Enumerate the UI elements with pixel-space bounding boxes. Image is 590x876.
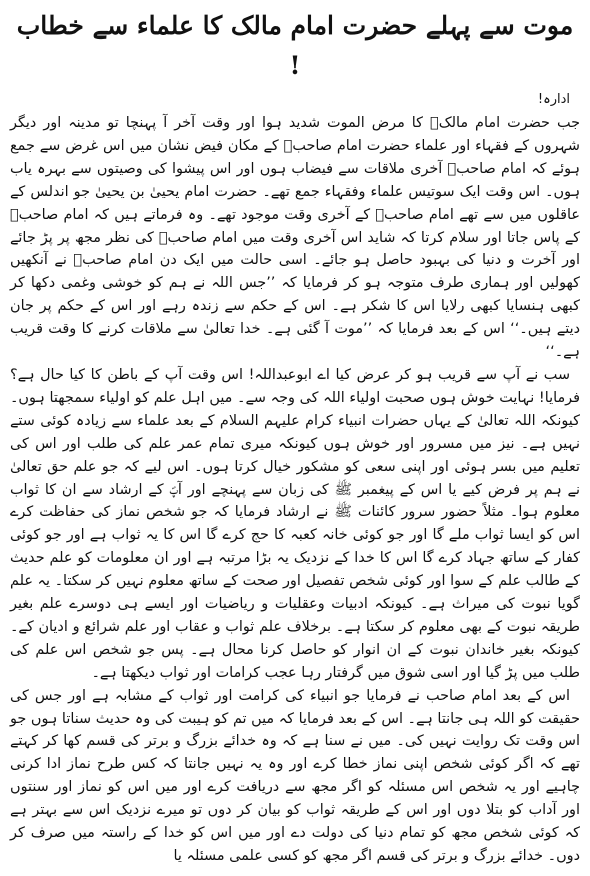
paragraph-1: جب حضرت امام مالکؒ کا مرض الموت شدید ہوا اور وقت آخر آ پہنچا تو مدینہ اور دیگر شہروں کے فقہاء اور علماء حضرت امام صاحبؒ کے مکان فیض نشان میں اس غرض سے جمع ہوئے کہ امام صاحبؒ آخری ملاقات سے فیضاب ہوں اور اس پیشوا کی وصیتوں سے بہرہ یاب ہوں۔ اس وقت ایک سوتیس علماء وفقہاء جمع تھے۔ حضرت امام یحییٰ بن یحییٰ جو اندلس کے عاقلوں میں سے تھے امام صاحبؒ کے آخری وقت موجود تھے۔ وہ فرماتے ہیں کہ امام صاحبؒ کے پاس جاتا اور سلام کرتا کہ شاید اس آخری وقت میں امام صاحبؒ کی نظر مجھ پر پڑ جائے اور آخرت و دنیا کی بہبود حاصل ہو جائے۔ اسی حالت میں ایک دن امام صاحبؒ نے آنکھیں کھولیں اور ہماری طرف متوجہ ہو کر فرمایا کہ ’’جس اللہ نے ہم کو خوشی وغمی دکھا کر کبھی ہنسایا کبھی رلایا اس کا شکر ہے۔ اس کے حکم سے زندہ رہے اور اس کے حکم پر جان دیتے ہیں۔‘‘ اس کے بعد فرمایا کہ ’’موت آ گئی ہے۔ خدا تعالیٰ سے ملاقات کرنے کا وقت قریب ہے۔‘‘ bbox=[10, 115, 580, 361]
article-page bbox=[10, 6, 580, 870]
article-title: موت سے پہلے حضرت امام مالک کا علماء سے خطاب ! bbox=[16, 11, 574, 80]
paragraph-3: اس کے بعد امام صاحب نے فرمایا جو انبیاء کی کرامت اور ثواب کے مشابہ ہے اور جس کی حقیقت کو اللہ ہی جانتا ہے۔ اس کے بعد فرمایا کہ میں تم کو ہیبت کی وہ حدیث سناتا ہوں جو اس وقت تک روایت نہیں کی۔ میں نے سنا ہے کہ وہ خدائے بزرگ و برتر کی قسم کھا کر کہتے تھے کہ اگر کوئی شخص اپنی نماز خطا کرے اور وہ یہ نہیں جانتا کہ کس طرح نماز ادا کرنی چاہیے اور یہ شخص اس مسئلہ کو اگر مجھ سے دریافت کرے اور میں اس کو نماز اور سنتوں اور آداب کو بتلا دوں اور اس کے طریقہ ثواب کو بیان کر دوں تو میرے نزدیک اس سے بہتر ہے کہ کوئی شخص مجھ کو تمام دنیا کی دولت دے اور میں اس کو خدا کے راستہ میں صرف کر دوں۔ خدائے بزرگ و برتر کی قسم اگر مجھ کو کسی علمی مسئلہ یا bbox=[10, 687, 580, 864]
author-name: ادارہ bbox=[543, 92, 570, 107]
paragraph-2: سب نے آپ سے قریب ہو کر عرض کیا اے ابوعبداللہ! اس وقت آپ کے باطن کا کیا حال ہے؟ فرمایا! نہایت خوش ہوں صحبت اولیاء اللہ کی وجہ سے۔ میں اہل علم کو اولیاء سمجھتا ہوں۔ کیونکہ اللہ تعالیٰ کے یہاں حضرات انبیاء کرام علیہم السلام کے بعد علماء سے زیادہ کوئی ستے نہیں ہے۔ نیز میں مسرور اور خوش ہوں کیونکہ میری تمام عمر علم کی طلب اور اس کی تعلیم میں بسر ہوئی اور اپنی سعی کو مشکور خیال کرتا ہوں۔ اس لیے کہ جو علم حق تعالیٰ نے ہم پر فرض کیے یا اس کے پیغمبر ﷺ کی زبان سے پہنچے اور آپؐ کے ارشاد سے ان کا ثواب معلوم ہوا۔ مثلاً حضور سرور کائنات ﷺ نے ارشاد فرمایا کہ جو شخص نماز کی حفاظت کرے اس کو ایسا ثواب ملے گا اور جو کوئی خانہ کعبہ کا حج کرے گا اس کا یہ ثواب ہے اور جو کوئی کفار کے ساتھ جہاد کرے گا اس کا خدا کے نزدیک یہ بڑا مرتبہ ہے اور ان معلومات کو علم حدیث کے طالب علم کے سوا اور کوئی شخص تفصیل اور صحت کے ساتھ معلوم نہیں کر سکتا۔ یہ علم گویا نبوت کی میراث ہے۔ کیونکہ ادبیات وعقلیات و ریاضیات اور ایسے ہی دوسرے علم بغیر طریقہ نبوت کے بھی معلوم کر سکتا ہے۔ برخلاف علم ثواب و عقاب اور علم شرائع و ادیان کے۔ کیونکہ بغیر خاندان نبوت کے ان انوار کو حاصل کرنا محال ہے۔ پس جو شخص اس علم کی طلب میں پڑ گیا اور اسی شوق میں گرفتار رہا عجب کرامات اور ثواب دیکھتا ہے۔ bbox=[10, 366, 580, 681]
author-mark: ! bbox=[537, 92, 544, 107]
article-author bbox=[10, 90, 580, 110]
